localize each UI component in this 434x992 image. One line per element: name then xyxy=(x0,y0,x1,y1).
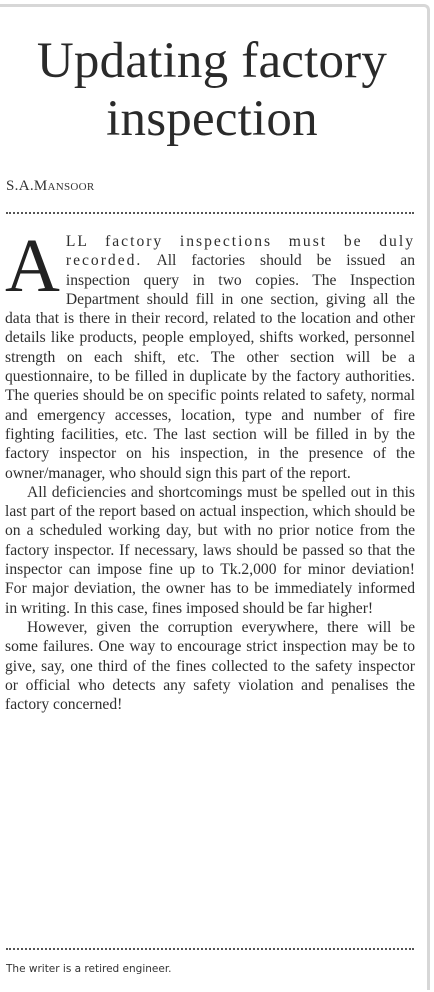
drop-cap: A xyxy=(5,224,60,308)
headline: Updating factory inspection xyxy=(36,33,388,147)
article-body xyxy=(5,224,415,714)
paragraph-1 xyxy=(5,224,415,483)
paragraph-2: All deficiencies and shortcomings must be spelled out in this last part of the report based on actual inspection, which should be on a scheduled working day, but with no prior notice from the factory inspector. If necessary, laws should be passed so that the inspector can impose fine up to Tk.2,000 for minor deviation! For major deviation, the owner has to be immediately informed in writing. In this case, fines imposed should be far higher! xyxy=(5,483,415,617)
bottom-dotted-divider xyxy=(6,948,414,950)
lead-in: LL factory inspections must be duly recorded. xyxy=(65,233,415,270)
paragraph-3: However, given the corruption everywhere, there will be some failures. One way to encourage strict inspection may be to give, say, one third of the fines collected to the safety inspector or official who detects any safety violation and penalises the factory concerned! xyxy=(5,618,415,714)
author-note: The writer is a retired engineer. xyxy=(6,963,172,975)
top-dotted-divider xyxy=(6,212,414,214)
author-byline: S.A.Mansoor xyxy=(6,178,95,194)
paragraph-1-text: All factories should be issued an inspection query in two copies. The Inspection Department should fill in one section, giving all the data that is there in their record, related to the location and other details like products, people employed, shifts worked, personnel strength on each shift, etc. The other section will be a questionnaire, to be filled in duplicate by the factory authorities. The queries should be on specific points related to safety, normal and emergency accesses, location, type and number of fire fighting facilities, etc. The last section will be filled in by the factory inspector on his inspection, in the presence of the owner/manager, who should sign this part of the report. xyxy=(5,252,415,482)
